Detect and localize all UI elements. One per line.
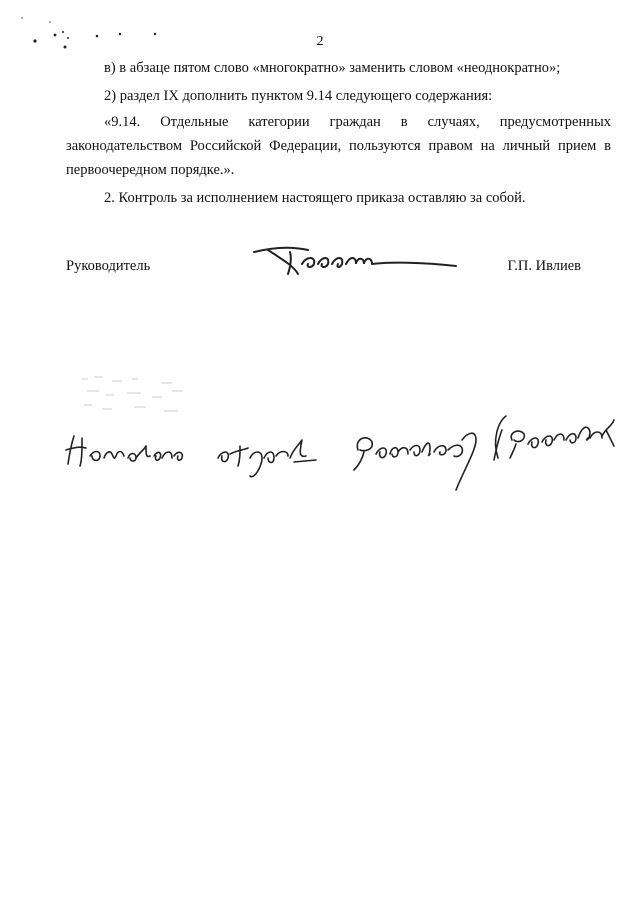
quote-line-3: первоочередном порядке.». (66, 162, 235, 178)
page-number: 2 (316, 34, 324, 49)
signature-block (66, 258, 611, 282)
approval-handwriting (58, 410, 618, 500)
signatory-name: Г.П. Ивлиев (507, 258, 581, 274)
quote-line-2: законодательством Российской Федерации, пользуются правом на личный прием в (66, 138, 611, 154)
signatory-title: Руководитель (66, 258, 151, 274)
quote-line-1: «9.14. Отдельные категории граждан в случаях, предусмотренных (104, 114, 611, 130)
scan-artifacts (0, 0, 200, 60)
handwritten-signature (250, 234, 460, 282)
amendment-item-2: 2) раздел IX дополнить пунктом 9.14 следующего содержания: (104, 88, 493, 104)
control-clause: 2. Контроль за исполнением настоящего приказа оставляю за собой. (104, 190, 526, 206)
amendment-item-v: в) в абзаце пятом слово «многократно» заменить словом «неоднократно»; (104, 60, 561, 76)
